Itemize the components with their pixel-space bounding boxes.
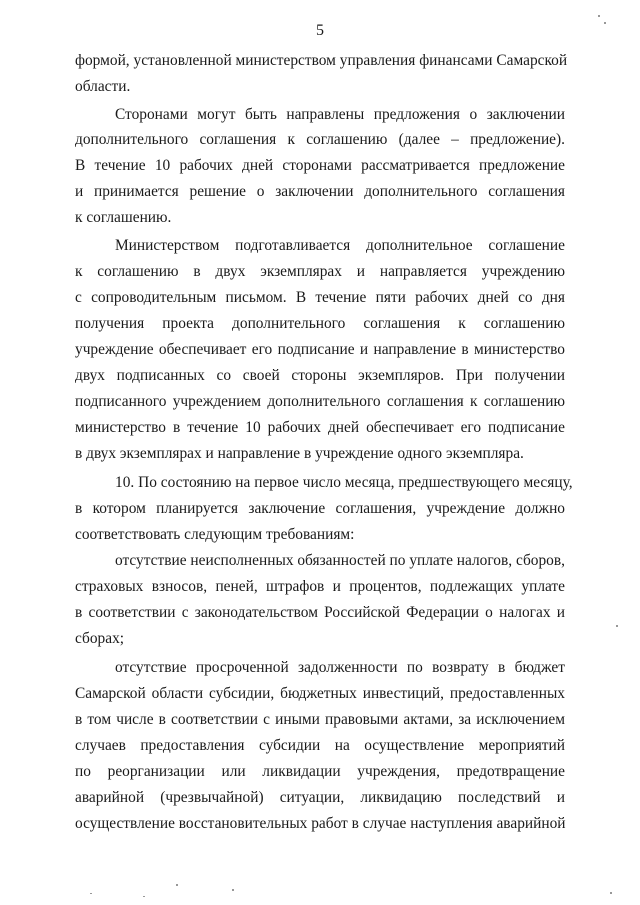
- text-line: в двух экземплярах и направление в учреждение одного экземпляра.: [75, 445, 524, 462]
- text-line: в том числе в соответствии с иными правовыми актами, за исключением: [75, 711, 565, 728]
- text-line: формой, установленной министерством управления финансами Самарской: [75, 52, 568, 69]
- text-line: В течение 10 рабочих дней сторонами рассматривается предложение: [75, 157, 565, 174]
- text-line: учреждение обеспечивает его подписание и направление в министерство: [75, 341, 565, 358]
- text-line: дополнительного соглашения к соглашению (далее – предложение).: [75, 131, 565, 148]
- paragraph-first-line: отсутствие неисполненных обязанностей по уплате налогов, сборов,: [115, 552, 565, 569]
- text-line: подписанного учреждением дополнительного соглашения к соглашению: [75, 393, 565, 410]
- page-number: 5: [316, 22, 324, 39]
- text-line: в котором планируется заключение соглашения, учреждение должно: [75, 500, 565, 517]
- text-line: сборах;: [75, 630, 125, 647]
- text-line: области.: [75, 78, 131, 95]
- text-line: страховых взносов, пеней, штрафов и процентов, подлежащих уплате: [75, 578, 565, 595]
- text-line: аварийной (чрезвычайной) ситуации, ликвидацию последствий и: [75, 789, 565, 806]
- text-line: министерство в течение 10 рабочих дней обеспечивает его подписание: [75, 419, 565, 436]
- text-line: случаев предоставления субсидии на осуществление мероприятий: [75, 737, 565, 754]
- text-line: получения проекта дополнительного соглашения к соглашению: [75, 315, 565, 332]
- paragraph-first-line: Министерством подготавливается дополнительное соглашение: [115, 237, 565, 254]
- text-line: к соглашению в двух экземплярах и направляется учреждению: [75, 263, 565, 280]
- text-line: Самарской области субсидии, бюджетных инвестиций, предоставленных: [75, 685, 565, 702]
- paragraph-first-line: 10. По состоянию на первое число месяца, предшествующего месяцу,: [115, 474, 573, 491]
- text-line: осуществление восстановительных работ в случае наступления аварийной: [75, 815, 566, 832]
- paragraph-first-line: отсутствие просроченной задолженности по возврату в бюджет: [115, 659, 565, 676]
- text-line: с сопроводительным письмом. В течение пяти рабочих дней со дня: [75, 289, 565, 306]
- text-line: в соответствии с законодательством Российской Федерации о налогах и: [75, 604, 565, 621]
- text-line: к соглашению.: [75, 209, 172, 226]
- text-line: и принимается решение о заключении дополнительного соглашения: [75, 183, 565, 200]
- text-line: соответствовать следующим требованиям:: [75, 526, 355, 543]
- text-line: двух подписанных со своей стороны экземпляров. При получении: [75, 367, 565, 384]
- text-line: по реорганизации или ликвидации учреждения, предотвращение: [75, 763, 565, 780]
- paragraph-first-line: Сторонами могут быть направлены предложения о заключении: [115, 106, 565, 123]
